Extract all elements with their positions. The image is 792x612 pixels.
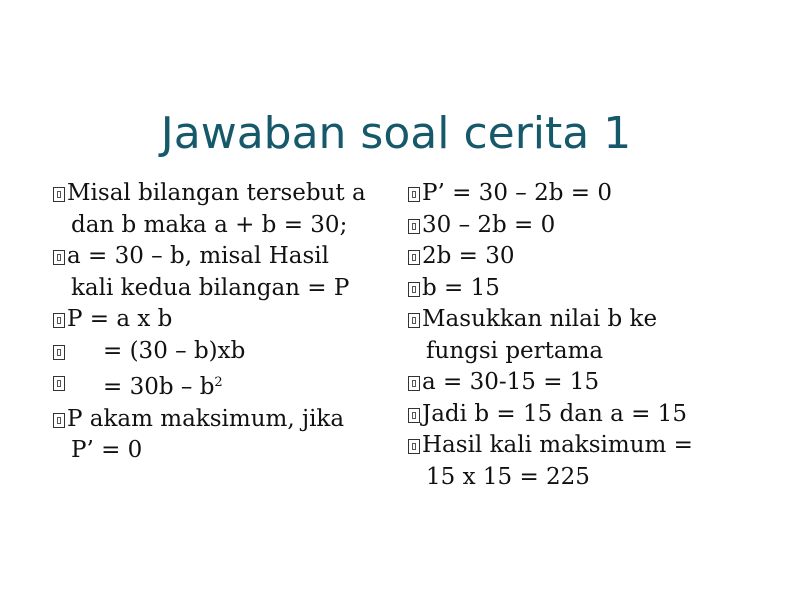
list-item-text: = 30b – b bbox=[103, 374, 215, 400]
list-item-continuation: fungsi pertama bbox=[426, 337, 604, 364]
left-column bbox=[55, 178, 380, 467]
list-item bbox=[410, 430, 750, 462]
bullet-box-icon bbox=[408, 439, 420, 454]
list-item-continuation: P’ = 0 bbox=[71, 437, 143, 463]
list-item bbox=[410, 367, 750, 399]
bullet-box-icon bbox=[53, 313, 65, 328]
list-item bbox=[55, 304, 380, 336]
list-item-text: a = 30-15 = 15 bbox=[422, 369, 600, 395]
list-item-continuation: kali kedua bilangan = P bbox=[71, 274, 350, 301]
bullet-box-icon bbox=[53, 376, 65, 391]
right-column bbox=[410, 178, 750, 493]
list-item-text: a = 30 – b, misal Hasil bbox=[67, 243, 329, 269]
list-item bbox=[410, 273, 750, 305]
list-item-text: Misal bilangan tersebut a bbox=[67, 180, 366, 206]
bullet-box-icon bbox=[53, 345, 65, 360]
list-item bbox=[410, 178, 750, 210]
bullet-box-icon bbox=[408, 376, 420, 391]
bullet-box-icon bbox=[408, 408, 420, 423]
list-item-text: = (30 – b)xb bbox=[103, 337, 246, 364]
bullet-box-icon bbox=[408, 187, 420, 202]
bullet-box-icon bbox=[53, 187, 65, 202]
list-item bbox=[410, 241, 750, 273]
list-item-continuation: 15 x 15 = 225 bbox=[426, 463, 590, 490]
bullet-box-icon bbox=[408, 219, 420, 234]
list-item-continuation: dan b maka a + b = 30; bbox=[71, 211, 348, 238]
list-item bbox=[55, 336, 380, 368]
superscript: 2 bbox=[214, 375, 223, 390]
bullet-box-icon bbox=[53, 250, 65, 265]
bullet-box-icon bbox=[53, 413, 65, 428]
list-item-text: b = 15 bbox=[422, 274, 500, 301]
list-item bbox=[55, 241, 380, 273]
bullet-box-icon bbox=[408, 313, 420, 328]
list-item-text: Masukkan nilai b ke bbox=[422, 306, 658, 332]
list-item-text: 30 – 2b = 0 bbox=[422, 211, 556, 238]
list-item-text: Jadi b = 15 dan a = 15 bbox=[422, 400, 687, 427]
list-item bbox=[55, 404, 380, 436]
list-item-text: Hasil kali maksimum = bbox=[422, 432, 693, 458]
slide-title: Jawaban soal cerita 1 bbox=[160, 108, 632, 159]
list-item bbox=[410, 399, 750, 431]
list-item bbox=[410, 304, 750, 336]
list-item bbox=[55, 367, 380, 404]
list-item-text: P = a x b bbox=[67, 306, 173, 332]
list-item bbox=[55, 178, 380, 210]
bullet-box-icon bbox=[408, 282, 420, 297]
list-item-text: P akam maksimum, jika bbox=[67, 405, 345, 432]
list-item-text: 2b = 30 bbox=[422, 243, 515, 269]
list-item bbox=[410, 210, 750, 242]
bullet-box-icon bbox=[408, 250, 420, 265]
list-item-text: P’ = 30 – 2b = 0 bbox=[422, 180, 612, 206]
